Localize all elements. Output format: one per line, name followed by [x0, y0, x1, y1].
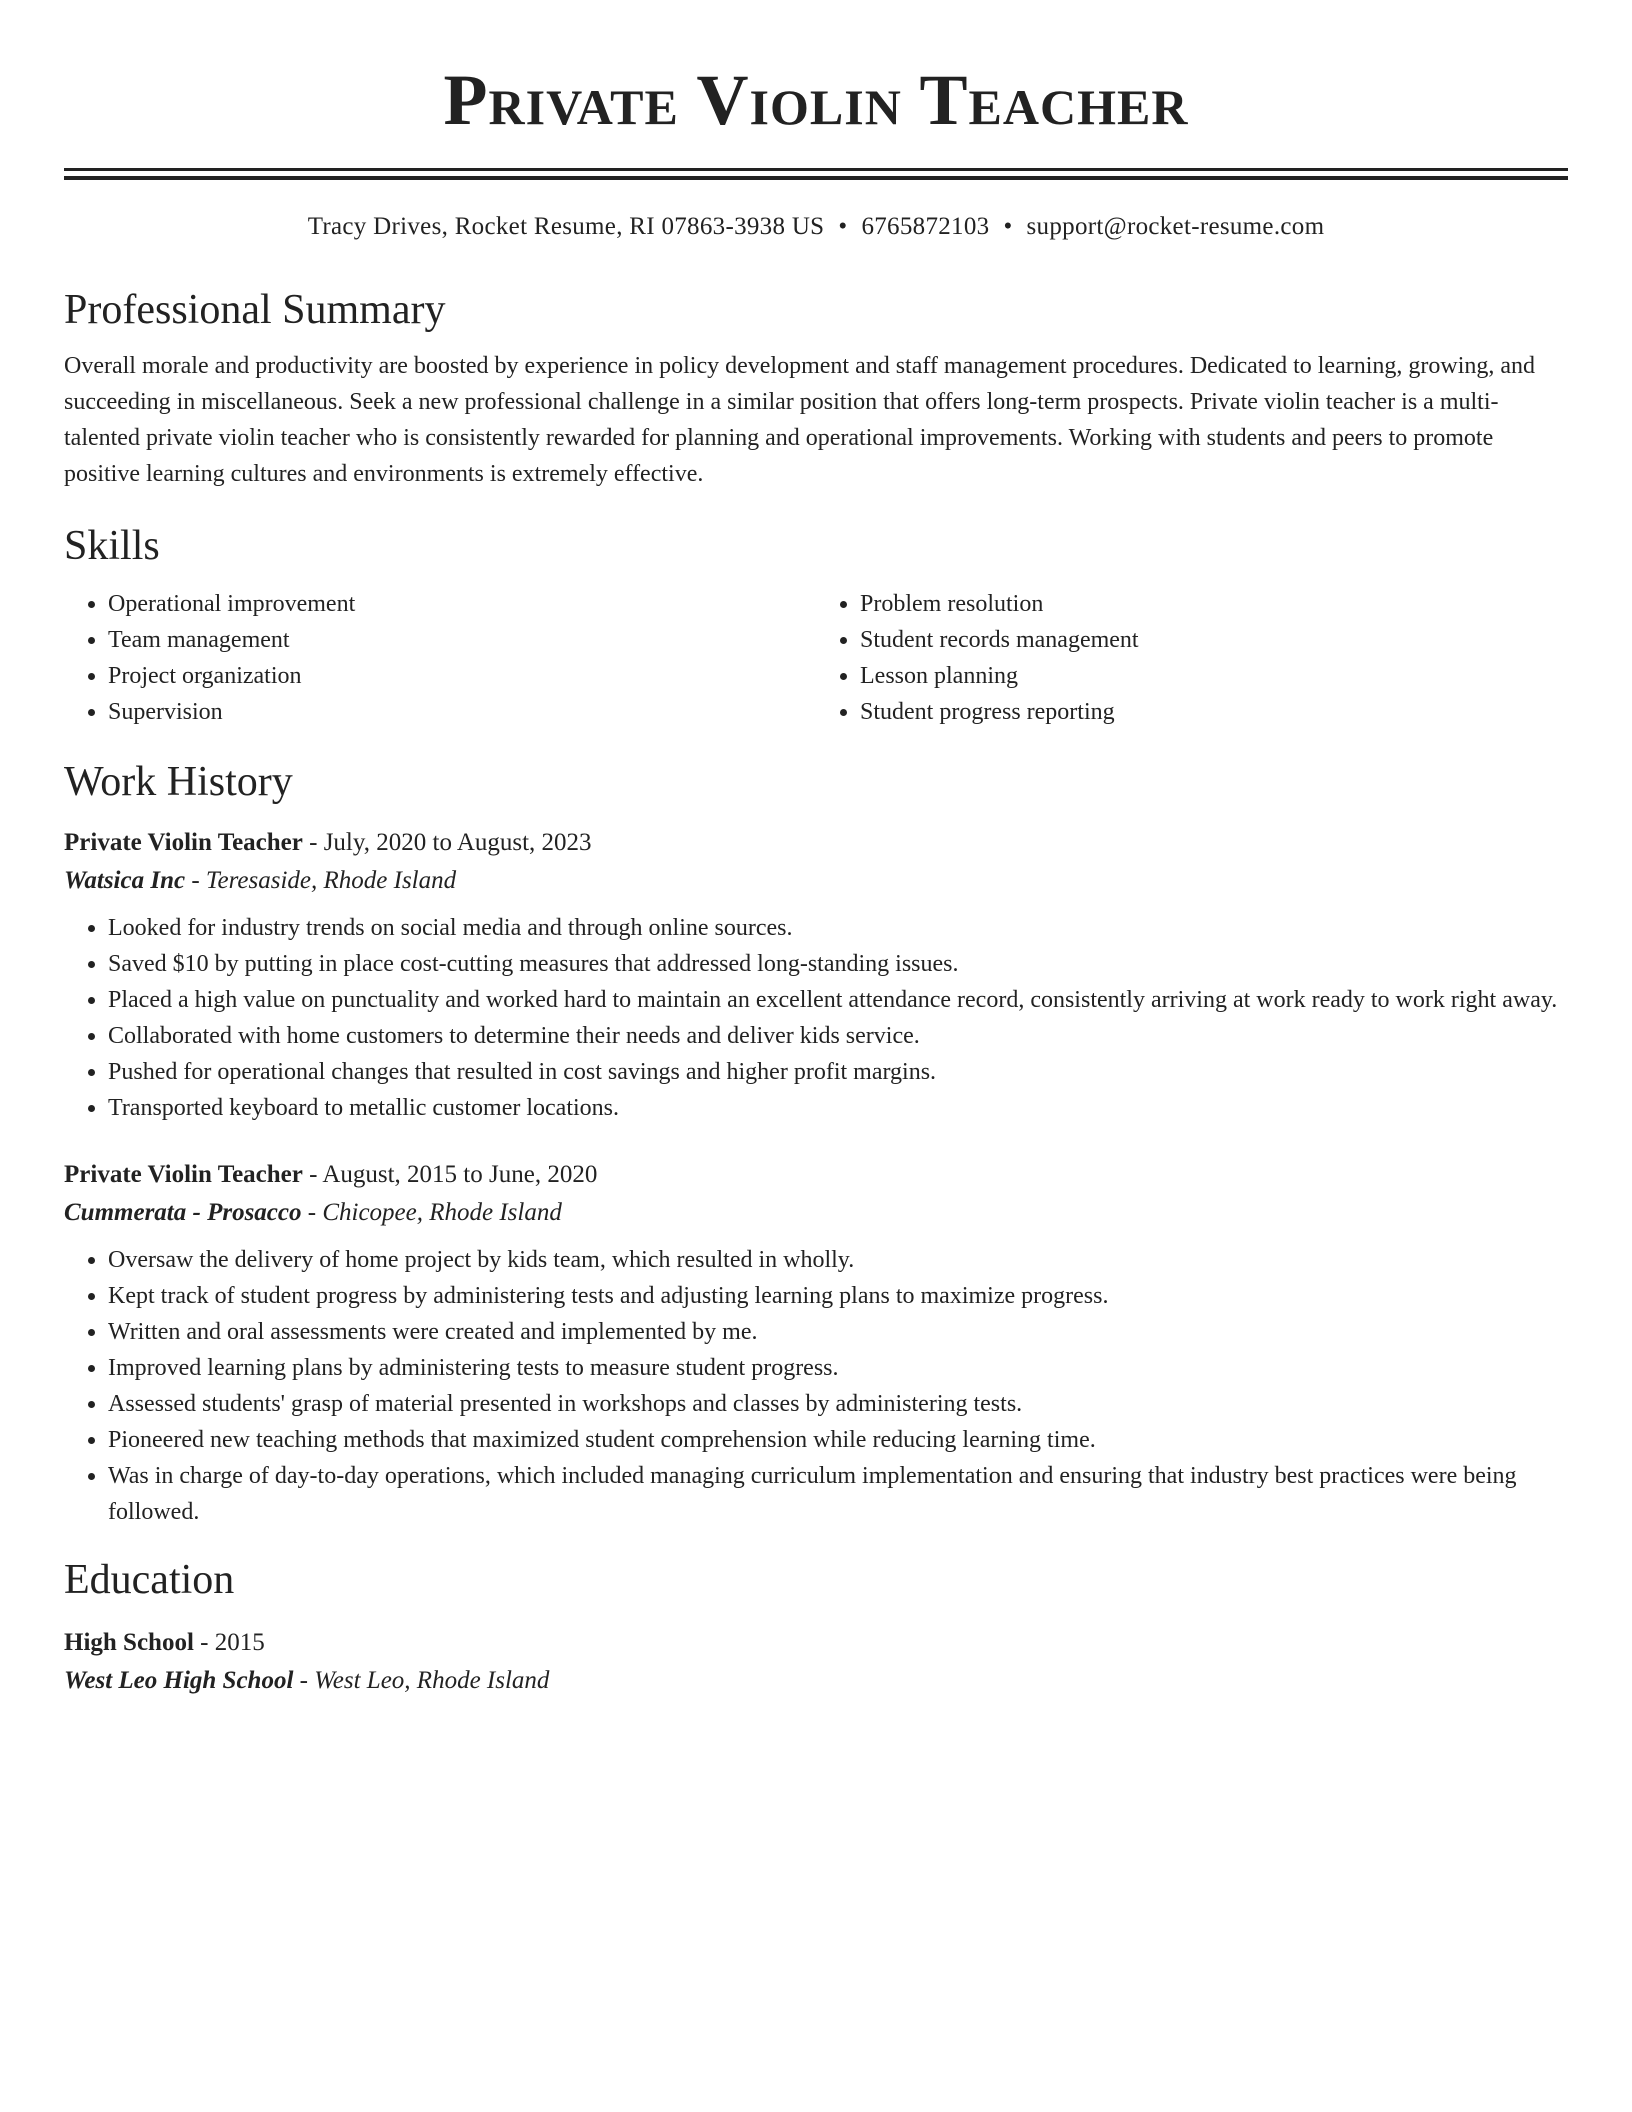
work-history-heading: Work History: [64, 759, 293, 805]
dash: -: [293, 1667, 315, 1694]
contact-address: Tracy Drives, Rocket Resume, RI 07863-3938 US: [307, 213, 825, 240]
job-entry: [64, 824, 1568, 1126]
dash: -: [302, 1161, 323, 1188]
job-header: [64, 824, 1568, 862]
duty-item: • Oversaw the delivery of home project by kids team, which resulted in wholly.: [108, 1242, 1568, 1278]
job-role: Private Violin Teacher: [64, 829, 303, 856]
duty-item: • Improved learning plans by administering tests to measure student progress.: [108, 1350, 1568, 1386]
duty-item: • Was in charge of day-to-day operations, which included managing curriculum implementation and ensuring that industry best practices were being followed.: [108, 1458, 1568, 1530]
duty-item: • Written and oral assessments were created and implemented by me.: [108, 1314, 1568, 1350]
education-school: West Leo High School: [64, 1667, 294, 1694]
job-location: Teresaside, Rhode Island: [205, 867, 457, 894]
job-header: [64, 1156, 1568, 1194]
contact-separator: •: [838, 213, 848, 240]
duty-item: • Assessed students' grasp of material presented in workshops and classes by administering tests.: [108, 1386, 1568, 1422]
education-heading: Education: [64, 1557, 235, 1603]
resume-title: Private Violin Teacher: [443, 60, 1189, 140]
skill-item: • Supervision: [108, 694, 816, 730]
job-entry: [64, 1156, 1568, 1530]
dash: -: [193, 1629, 215, 1656]
duty-item: • Transported keyboard to metallic customer locations.: [108, 1090, 1568, 1126]
title-divider: [64, 168, 1568, 180]
dash: -: [301, 1199, 323, 1226]
dash: -: [302, 829, 324, 856]
education-header: [64, 1624, 1568, 1662]
duty-item: • Pushed for operational changes that resulted in cost savings and higher profit margins.: [108, 1054, 1568, 1090]
job-company-line: [64, 862, 1568, 900]
duty-item: • Saved $10 by putting in place cost-cutting measures that addressed long-standing issues.: [108, 946, 1568, 982]
summary-text: Overall morale and productivity are boosted by experience in policy development and staff management procedures. Dedicated to learning, growing, and succeeding in miscellaneous. Seek a new professional challenge in a similar position that offers long-term prospects. Private violin teacher is a multi-talented private violin teacher who is consistently rewarded for planning and operational improvements. Working with students and peers to promote positive learning cultures and environments is extremely effective.: [64, 353, 1536, 487]
skill-item: • Project organization: [108, 658, 816, 694]
summary-heading: Professional Summary: [64, 287, 446, 333]
skill-item: • Problem resolution: [860, 586, 1568, 622]
education-school-line: [64, 1662, 1568, 1700]
job-duties: [64, 910, 1568, 1126]
duty-item: • Placed a high value on punctuality and worked hard to maintain an excellent attendance record, consistently arriving at work ready to work right away.: [108, 982, 1568, 1018]
contact-phone: 6765872103: [861, 213, 990, 240]
skill-item: • Operational improvement: [108, 586, 816, 622]
skills-column-right: [816, 586, 1568, 730]
duty-item: • Kept track of student progress by administering tests and adjusting learning plans to maximize progress.: [108, 1278, 1568, 1314]
skill-item: • Lesson planning: [860, 658, 1568, 694]
education-location: West Leo, Rhode Island: [314, 1667, 550, 1694]
skills-heading: Skills: [64, 523, 160, 569]
duty-item: • Pioneered new teaching methods that maximized student comprehension while reducing learning time.: [108, 1422, 1568, 1458]
education-year: 2015: [214, 1629, 265, 1656]
skills-column-left: [64, 586, 816, 730]
job-company: Watsica Inc: [64, 867, 186, 894]
job-duties: [64, 1242, 1568, 1530]
education-entry: [64, 1624, 1568, 1700]
job-company: Cummerata - Prosacco: [64, 1199, 302, 1226]
skill-item: • Student records management: [860, 622, 1568, 658]
job-company-line: [64, 1194, 1568, 1232]
job-role: Private Violin Teacher: [64, 1161, 303, 1188]
contact-email: support@rocket-resume.com: [1026, 213, 1325, 240]
job-dates: July, 2020 to August, 2023: [323, 829, 592, 856]
job-location: Chicopee, Rhode Island: [322, 1199, 562, 1226]
duty-item: • Looked for industry trends on social media and through online sources.: [108, 910, 1568, 946]
education-degree: High School: [64, 1629, 194, 1656]
dash: -: [185, 867, 206, 894]
skills-list: [64, 586, 1568, 730]
job-dates: August, 2015 to June, 2020: [322, 1161, 598, 1188]
duty-item: • Collaborated with home customers to determine their needs and deliver kids service.: [108, 1018, 1568, 1054]
skill-item: • Team management: [108, 622, 816, 658]
contact-separator: •: [1003, 213, 1013, 240]
skill-item: • Student progress reporting: [860, 694, 1568, 730]
contact-line: [64, 210, 1568, 244]
